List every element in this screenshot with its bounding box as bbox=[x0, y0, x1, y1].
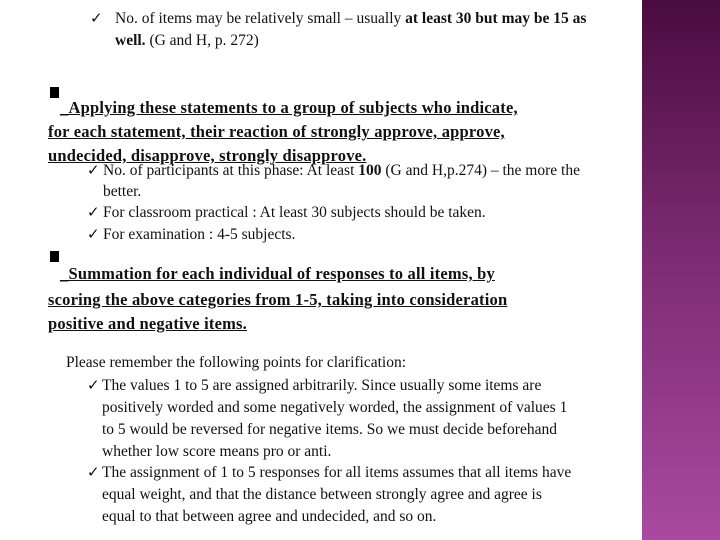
item-text: to 5 would be reversed for negative items. So we must decide beforehand bbox=[102, 421, 557, 438]
check-icon: ✓ bbox=[87, 465, 100, 481]
heading-line: _Summation for each individual of responses to all items, by bbox=[60, 264, 495, 283]
note-intro: Please remember the following points for clarification: bbox=[66, 354, 407, 371]
item-text: equal to that between agree and undecided, and so on. bbox=[102, 508, 437, 525]
square-bullet-icon bbox=[50, 87, 59, 98]
square-bullet-icon bbox=[50, 251, 59, 262]
check-icon: ✓ bbox=[87, 205, 100, 221]
decorative-side-bar bbox=[642, 0, 720, 540]
item-text: The values 1 to 5 are assigned arbitrarily. Since usually some items are bbox=[102, 377, 542, 394]
item-text: No. of items may be relatively small – usually at least 30 but may be 15 as bbox=[115, 10, 587, 27]
heading-line: scoring the above categories from 1-5, taking into consideration bbox=[48, 290, 508, 309]
check-icon: ✓ bbox=[87, 163, 100, 179]
heading-line: undecided, disapprove, strongly disapprove. bbox=[48, 146, 367, 165]
item-text: For examination : 4-5 subjects. bbox=[103, 226, 296, 243]
heading-line: positive and negative items. bbox=[48, 314, 248, 333]
item-text: No. of participants at this phase: At least 100 (G and H,p.274) – the more the bbox=[103, 162, 580, 179]
check-icon: ✓ bbox=[87, 227, 100, 243]
item-text: better. bbox=[103, 183, 142, 200]
item-text: well. (G and H, p. 272) bbox=[115, 32, 259, 49]
check-icon: ✓ bbox=[87, 378, 100, 394]
heading-line: for each statement, their reaction of strongly approve, approve, bbox=[48, 122, 505, 141]
heading-line: _Applying these statements to a group of subjects who indicate, bbox=[60, 98, 518, 117]
check-icon: ✓ bbox=[90, 11, 103, 27]
item-text: The assignment of 1 to 5 responses for all items assumes that all items have bbox=[102, 464, 572, 481]
item-text: For classroom practical : At least 30 subjects should be taken. bbox=[103, 204, 486, 221]
item-text: whether low score means pro or anti. bbox=[102, 443, 332, 460]
item-text: positively worded and some negatively worded, the assignment of values 1 bbox=[102, 399, 568, 416]
item-text: equal weight, and that the distance between strongly agree and agree is bbox=[102, 486, 542, 503]
